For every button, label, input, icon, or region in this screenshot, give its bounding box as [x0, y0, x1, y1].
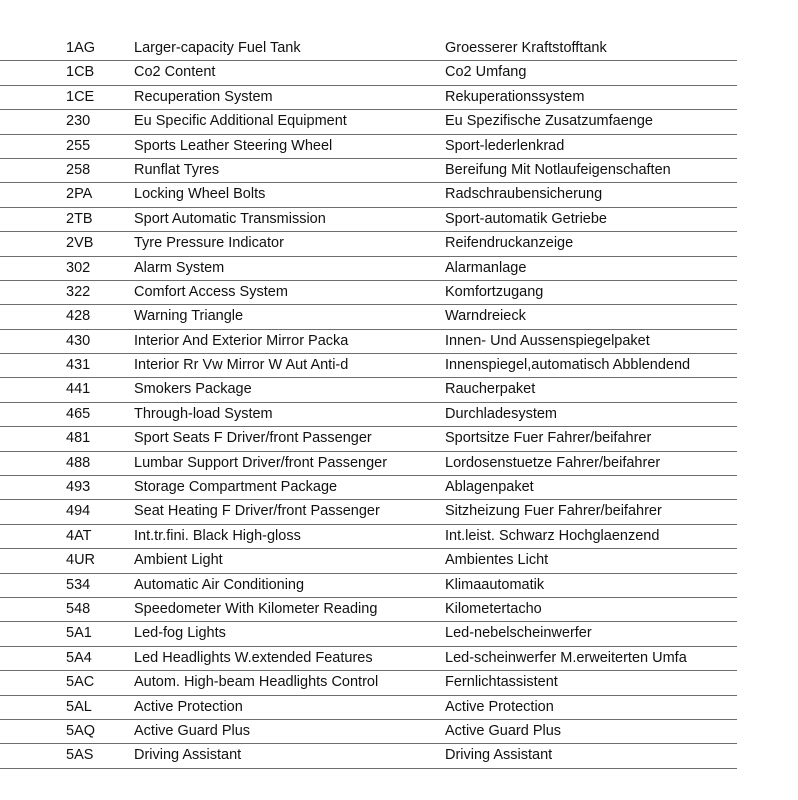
option-name-english: Storage Compartment Package: [134, 479, 338, 496]
option-name-english: Tyre Pressure Indicator: [134, 235, 284, 252]
option-code: 2TB: [66, 210, 93, 227]
table-row: [0, 427, 737, 451]
option-name-german: Klimaautomatik: [445, 576, 545, 593]
option-name-english: Smokers Package: [134, 381, 252, 398]
table-row: [0, 549, 737, 573]
option-code: 255: [66, 137, 91, 154]
option-code: 488: [66, 454, 91, 471]
table-row: [0, 208, 737, 232]
option-name-german: Eu Spezifische Zusatzumfaenge: [445, 113, 653, 130]
option-name-english: Int.tr.fini. Black High-gloss: [134, 527, 301, 544]
option-name-german: Ambientes Licht: [445, 552, 549, 569]
option-name-german: Radschraubensicherung: [445, 186, 603, 203]
option-name-german: Komfortzugang: [445, 283, 544, 300]
option-name-english: Autom. High-beam Headlights Control: [134, 674, 379, 691]
option-code: 465: [66, 405, 91, 422]
table-row: [0, 598, 737, 622]
table-row: [0, 232, 737, 256]
option-name-english: Runflat Tyres: [134, 161, 220, 178]
table-row: [0, 476, 737, 500]
option-name-english: Active Guard Plus: [134, 722, 251, 739]
option-name-german: Sport-automatik Getriebe: [445, 210, 607, 227]
option-name-german: Alarmanlage: [445, 259, 527, 276]
table-row: [0, 671, 737, 695]
option-name-german: Raucherpaket: [445, 381, 536, 398]
option-code: 258: [66, 161, 91, 178]
option-code: 5AC: [66, 674, 95, 691]
option-name-english: Comfort Access System: [134, 283, 288, 300]
option-name-german: Kilometertacho: [445, 600, 542, 617]
option-code: 2VB: [66, 235, 94, 252]
option-code: 1CE: [66, 88, 95, 105]
option-name-german: Reifendruckanzeige: [445, 235, 574, 252]
option-name-german: Led-scheinwerfer M.erweiterten Umfa: [445, 649, 687, 666]
table-row: [0, 500, 737, 524]
option-name-english: Larger-capacity Fuel Tank: [134, 40, 301, 56]
option-name-german: Active Guard Plus: [445, 722, 562, 739]
option-code: 1CB: [66, 64, 95, 81]
table-row: [0, 378, 737, 402]
option-code: 4AT: [66, 527, 92, 544]
option-name-german: Groesserer Kraftstofftank: [445, 40, 607, 56]
option-code: 322: [66, 283, 91, 300]
option-name-english: Seat Heating F Driver/front Passenger: [134, 503, 380, 520]
table-row: [0, 183, 737, 207]
table-row: [0, 622, 737, 646]
option-name-english: Through-load System: [134, 405, 273, 422]
option-name-english: Automatic Air Conditioning: [134, 576, 305, 593]
options-table: [0, 37, 737, 769]
table-row: [0, 403, 737, 427]
option-code: 431: [66, 357, 91, 374]
option-name-english: Sports Leather Steering Wheel: [134, 137, 333, 154]
table-row: [0, 281, 737, 305]
table-row: [0, 305, 737, 329]
option-name-german: Rekuperationssystem: [445, 88, 585, 105]
table-row: [0, 720, 737, 744]
option-name-german: Bereifung Mit Notlaufeigenschaften: [445, 161, 671, 178]
option-name-english: Driving Assistant: [134, 747, 242, 764]
option-code: 428: [66, 308, 91, 325]
option-name-english: Active Protection: [134, 698, 243, 715]
option-name-german: Innenspiegel,automatisch Abblendend: [445, 357, 691, 374]
option-name-english: Interior And Exterior Mirror Packa: [134, 332, 349, 349]
option-name-german: Lordosenstuetze Fahrer/beifahrer: [445, 454, 661, 471]
option-name-german: Fernlichtassistent: [445, 674, 558, 691]
option-name-german: Driving Assistant: [445, 747, 553, 764]
option-name-german: Led-nebelscheinwerfer: [445, 625, 592, 642]
option-name-german: Sportsitze Fuer Fahrer/beifahrer: [445, 430, 652, 447]
option-name-german: Sitzheizung Fuer Fahrer/beifahrer: [445, 503, 662, 520]
option-code: 2PA: [66, 186, 93, 203]
option-name-english: Sport Seats F Driver/front Passenger: [134, 430, 372, 447]
option-code: 441: [66, 381, 91, 398]
option-name-english: Led Headlights W.extended Features: [134, 649, 373, 666]
option-code: 5AL: [66, 698, 92, 715]
option-code: 5A4: [66, 649, 92, 666]
option-name-english: Sport Automatic Transmission: [134, 210, 326, 227]
option-name-english: Ambient Light: [134, 552, 223, 569]
table-row: [0, 330, 737, 354]
option-name-german: Co2 Umfang: [445, 64, 527, 81]
option-code: 5A1: [66, 625, 92, 642]
table-row: [0, 135, 737, 159]
table-row: [0, 37, 737, 61]
table-row: [0, 159, 737, 183]
option-name-german: Ablagenpaket: [445, 479, 534, 496]
option-code: 302: [66, 259, 91, 276]
option-code: 494: [66, 503, 91, 520]
option-name-german: Durchladesystem: [445, 405, 558, 422]
option-name-german: Innen- Und Aussenspiegelpaket: [445, 332, 650, 349]
table-row: [0, 86, 737, 110]
option-name-english: Alarm System: [134, 259, 225, 276]
table-row: [0, 574, 737, 598]
option-name-german: Sport-lederlenkrad: [445, 137, 565, 154]
table-row: [0, 354, 737, 378]
option-name-english: Lumbar Support Driver/front Passenger: [134, 454, 388, 471]
option-name-german: Int.leist. Schwarz Hochglaenzend: [445, 527, 660, 544]
option-code: 548: [66, 600, 91, 617]
option-code: 1AG: [66, 40, 96, 56]
table-row: [0, 647, 737, 671]
option-name-english: Warning Triangle: [134, 308, 244, 325]
option-name-english: Interior Rr Vw Mirror W Aut Anti-d: [134, 357, 349, 374]
option-code: 534: [66, 576, 91, 593]
option-name-english: Speedometer With Kilometer Reading: [134, 600, 378, 617]
table-row: [0, 525, 737, 549]
option-code: 4UR: [66, 552, 96, 569]
table-row: [0, 696, 737, 720]
option-name-english: Led-fog Lights: [134, 625, 226, 642]
option-code: 430: [66, 332, 91, 349]
option-name-english: Recuperation System: [134, 88, 273, 105]
table-row: [0, 61, 737, 85]
option-name-english: Eu Specific Additional Equipment: [134, 113, 347, 130]
option-name-english: Co2 Content: [134, 64, 216, 81]
table-row: [0, 110, 737, 134]
option-code: 493: [66, 479, 91, 496]
option-name-german: Warndreieck: [445, 308, 526, 325]
table-row: [0, 452, 737, 476]
option-name-german: Active Protection: [445, 698, 554, 715]
option-code: 230: [66, 113, 91, 130]
option-code: 5AS: [66, 747, 94, 764]
option-code: 481: [66, 430, 91, 447]
table-row: [0, 744, 737, 768]
option-code: 5AQ: [66, 722, 96, 739]
table-row: [0, 257, 737, 281]
option-name-english: Locking Wheel Bolts: [134, 186, 266, 203]
